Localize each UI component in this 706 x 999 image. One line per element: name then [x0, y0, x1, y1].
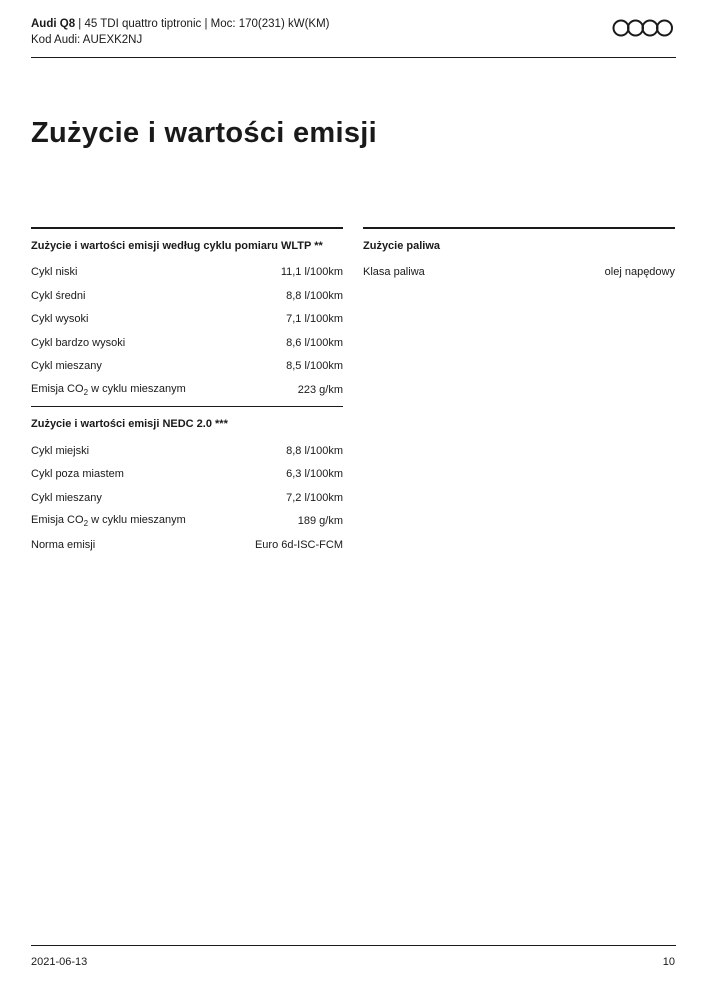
wltp-section: [31, 227, 343, 402]
page-number: 10: [662, 956, 675, 968]
row-value: 7,1 l/100km: [286, 313, 343, 326]
row-label: Norma emisji: [31, 538, 96, 551]
row-value: 223 g/km: [297, 383, 343, 396]
nedc-section-title: Zużycie i wartości emisji NEDC 2.0 ***: [31, 418, 228, 430]
footer-divider: [31, 945, 676, 946]
header-model-line: [31, 16, 329, 32]
table-row: [31, 331, 343, 355]
table-row: [31, 533, 343, 557]
table-row: [31, 284, 343, 308]
audi-rings-logo: [612, 19, 674, 37]
table-row: [31, 308, 343, 332]
fuel-section: [363, 227, 675, 284]
row-label: Cykl mieszany: [31, 491, 102, 504]
nedc-section: [31, 406, 343, 557]
table-row: [363, 261, 675, 285]
emissions-column: [31, 227, 343, 557]
table-row: [31, 355, 343, 379]
footer-date: 2021-06-13: [31, 956, 88, 968]
table-row: [31, 463, 343, 487]
page-title: Zużycie i wartości emisji: [31, 117, 377, 149]
row-value: 11,1 l/100km: [280, 266, 343, 279]
row-value: olej napędowy: [604, 266, 675, 279]
header-model: Audi Q8: [31, 18, 76, 30]
row-label: Cykl bardzo wysoki: [31, 336, 126, 349]
row-value: 8,6 l/100km: [286, 336, 343, 349]
table-row: [31, 378, 343, 402]
header-code: Kod Audi: AUEXK2NJ: [31, 34, 143, 46]
row-label: Cykl poza miastem: [31, 468, 124, 481]
row-value: 8,5 l/100km: [286, 360, 343, 373]
row-label: Cykl miejski: [31, 444, 90, 457]
fuel-column: [363, 227, 675, 284]
row-label: Cykl niski: [31, 266, 78, 279]
fuel-section-title: Zużycie paliwa: [363, 239, 441, 252]
row-label: Emisja $CO_2$ w cyklu mieszanym: [31, 382, 186, 397]
table-row: [31, 510, 343, 534]
row-label: Cykl wysoki: [31, 313, 89, 326]
wltp-section-title: Zużycie i wartości emisji według cyklu pomiaru WLTP **: [31, 239, 323, 252]
row-label: Cykl średni: [31, 289, 86, 302]
row-label: Klasa paliwa: [363, 266, 425, 279]
row-value: Euro 6d-ISC-FCM: [254, 538, 343, 551]
table-row: [31, 439, 343, 463]
row-value: 8,8 l/100km: [286, 289, 343, 302]
table-row: [31, 486, 343, 510]
table-row: [31, 261, 343, 285]
row-value: 6,3 l/100km: [286, 468, 343, 481]
row-label: Emisja $CO_2$ w cyklu mieszanym: [31, 514, 186, 529]
row-value: 7,2 l/100km: [286, 491, 343, 504]
header-divider: [31, 57, 676, 58]
row-value: 189 g/km: [297, 515, 343, 528]
row-value: 8,8 l/100km: [286, 444, 343, 457]
row-label: Cykl mieszany: [31, 360, 102, 373]
header-spec: | 45 TDI quattro tiptronic | Moc: 170(231) kW(KM): [78, 18, 330, 30]
page-header: [31, 16, 676, 58]
